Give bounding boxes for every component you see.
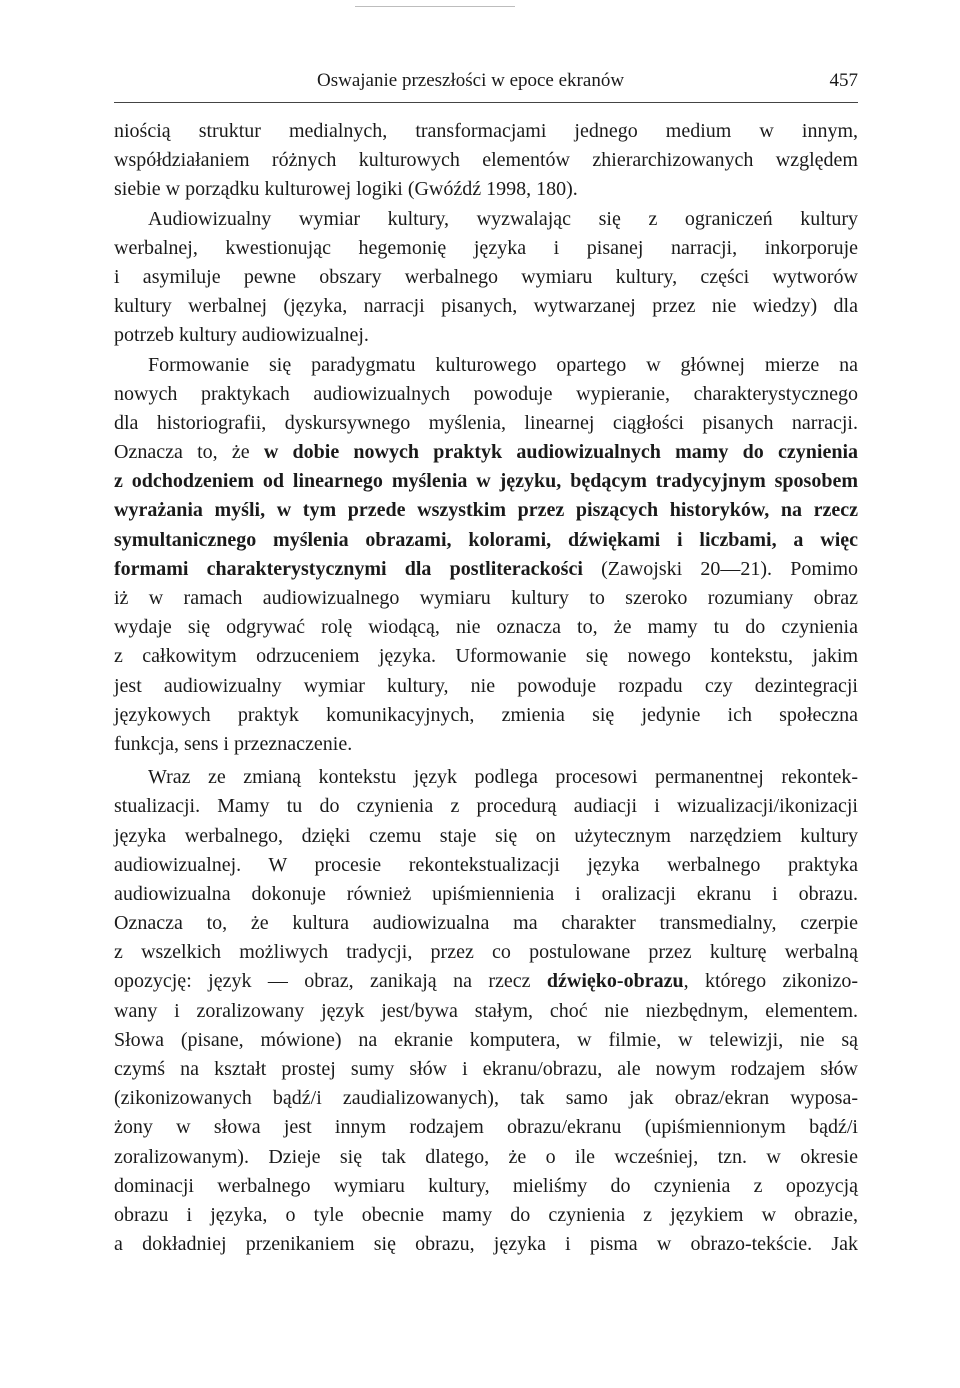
text-line: z całkowitym odrzuceniem języka. Uformowanie się nowego kontekstu, jakim [114,645,858,668]
text-line: audiowizualna dokonuje również upiśmiennienia i oralizacji ekranu i obrazu. [114,882,858,905]
page-number: 457 [829,70,858,91]
text-line: zoralizowanym). Dzieje się tak dlatego, że o ile wcześniej, tzn. w okresie [114,1145,858,1168]
text-line [114,967,858,996]
text-line: współdziałaniem różnych kulturowych elementów zhierarchizowanych względem [114,149,858,172]
text-line: z wszelkich możliwych tradycji, przez co postulowane przez kulturę werbalną [114,941,858,964]
emphasis-line: wyrażania myśli, w tym przede wszystkim przez piszących historyków, na rzecz [114,499,858,522]
paragraph-first-line: Formowanie się paradygmatu kulturowego opartego w głównej mierze na [148,353,858,376]
text-line: języka werbalnego, dzięki czemu staje się on użytecznym narzędziem kultury [114,824,858,847]
emphasis-bold: w dobie nowych praktyk audiowizualnych mamy do czynienia [263,441,858,464]
text-line: kultury werbalnej (języka, narracji pisanych, wytwarzanej przez nie wiedzy) dla [114,295,858,318]
header-rule [114,102,858,103]
scan-edge-line [355,6,515,7]
emphasis-bold: dźwięko-obrazu [546,970,684,993]
text-line: funkcja, sens i przeznaczenie. [114,732,353,755]
emphasis-line: z odchodzeniem od linearnego myślenia w języku, będącym tradycyjnym sposobem [114,470,858,493]
text-line: stualizacji. Mamy tu do czynienia z procedurą audiacji i wizualizacji/ikonizacji [114,795,858,818]
text-line: dla historiografii, dyskursywnego myślenia, linearnej ciągłości pisanych narracji. [114,411,858,434]
text-line: iż w ramach audiowizualnego wymiaru kultury to szeroko rozumiany obraz [114,587,858,609]
text-line: siebie w porządku kulturowej logiki (Gwóźdź 1998, 180). [114,178,578,201]
text-line [114,555,858,584]
text-line: Oznacza to, że kultura audiowizualna ma charakter transmedialny, czerpie [114,912,858,935]
text-line [114,438,858,467]
text-line: obrazu i języka, o tyle obecnie mamy do czynienia z językiem w obrazie, [114,1203,858,1226]
text-line: jest audiowizualny wymiar kultury, nie powoduje rozpadu czy dezintegracji [114,674,858,697]
text-line: potrzeb kultury audiowizualnej. [114,324,369,347]
text-line: językowych praktyk komunikacyjnych, zmienia się jedynie ich społeczna [114,703,858,726]
paragraph-first-line: Wraz ze zmianą kontekstu język podlega procesowi permanentnej rekontek- [148,766,858,789]
text-line: żony w słowa jest innym rodzajem obrazu/ekranu (upiśmiennionym bądź/i [114,1116,858,1139]
text-line: wydaje się odgrywać rolę wiodącą, nie oznacza to, że mamy tu do czynienia [114,616,858,639]
line-part: Oznacza to, że [114,441,264,464]
text-line: (zikonizowanych bądź/i zaudializowanych), tak samo jak obraz/ekran wyposa- [114,1087,858,1110]
text-line: Słowa (pisane, mówione) na ekranie komputera, w filmie, w telewizji, nie są [114,1028,858,1051]
body-text [114,117,858,1259]
text-line: dominacji werbalnego wymiaru kultury, mieliśmy do czynienia z opozycją [114,1174,858,1197]
line-part: , którego zikonizo- [683,970,858,993]
text-line: wany i zoralizowany język jest/bywa stałym, choć nie niezbędnym, elementem. [114,999,858,1022]
paragraph-first-line: Audiowizualny wymiar kultury, wyzwalając się z ograniczeń kultury [148,207,858,230]
emphasis-line: symultanicznego myślenia obrazami, kolorami, dźwiękami i liczbami, a więc [114,528,858,551]
text-line: nowych praktykach audiowizualnych powoduje wypieranie, charakterystycznego [114,382,858,405]
line-part: opozycję: język — obraz, zanikają na rzecz [114,970,547,993]
line-part: (Zawojski 20—21). Pomimo [582,557,859,580]
text-line: a dokładniej przenikaniem się obrazu, języka i pisma w obrazo-tekście. Jak [114,1233,858,1256]
running-title: Oswajanie przeszłości w epoce ekranów [317,70,625,91]
text-line: i asymiluje pewne obszary werbalnego wymiaru kultury, części wytworów [114,265,858,288]
text-line: audiowizualnej. W procesie rekontekstualizacji języka werbalnego praktyka [114,853,858,876]
text-line: czymś na kształt prostej sumy słów i ekranu/obrazu, ale nowym rodzajem słów [114,1058,858,1080]
text-line: werbalnej, kwestionując hegemonię języka i pisanej narracji, inkorporuje [114,236,858,259]
text-line: niością struktur medialnych, transformacjami jednego medium w innym, [114,120,858,142]
emphasis-bold: formami charakterystycznymi dla postliterackości [114,557,583,580]
